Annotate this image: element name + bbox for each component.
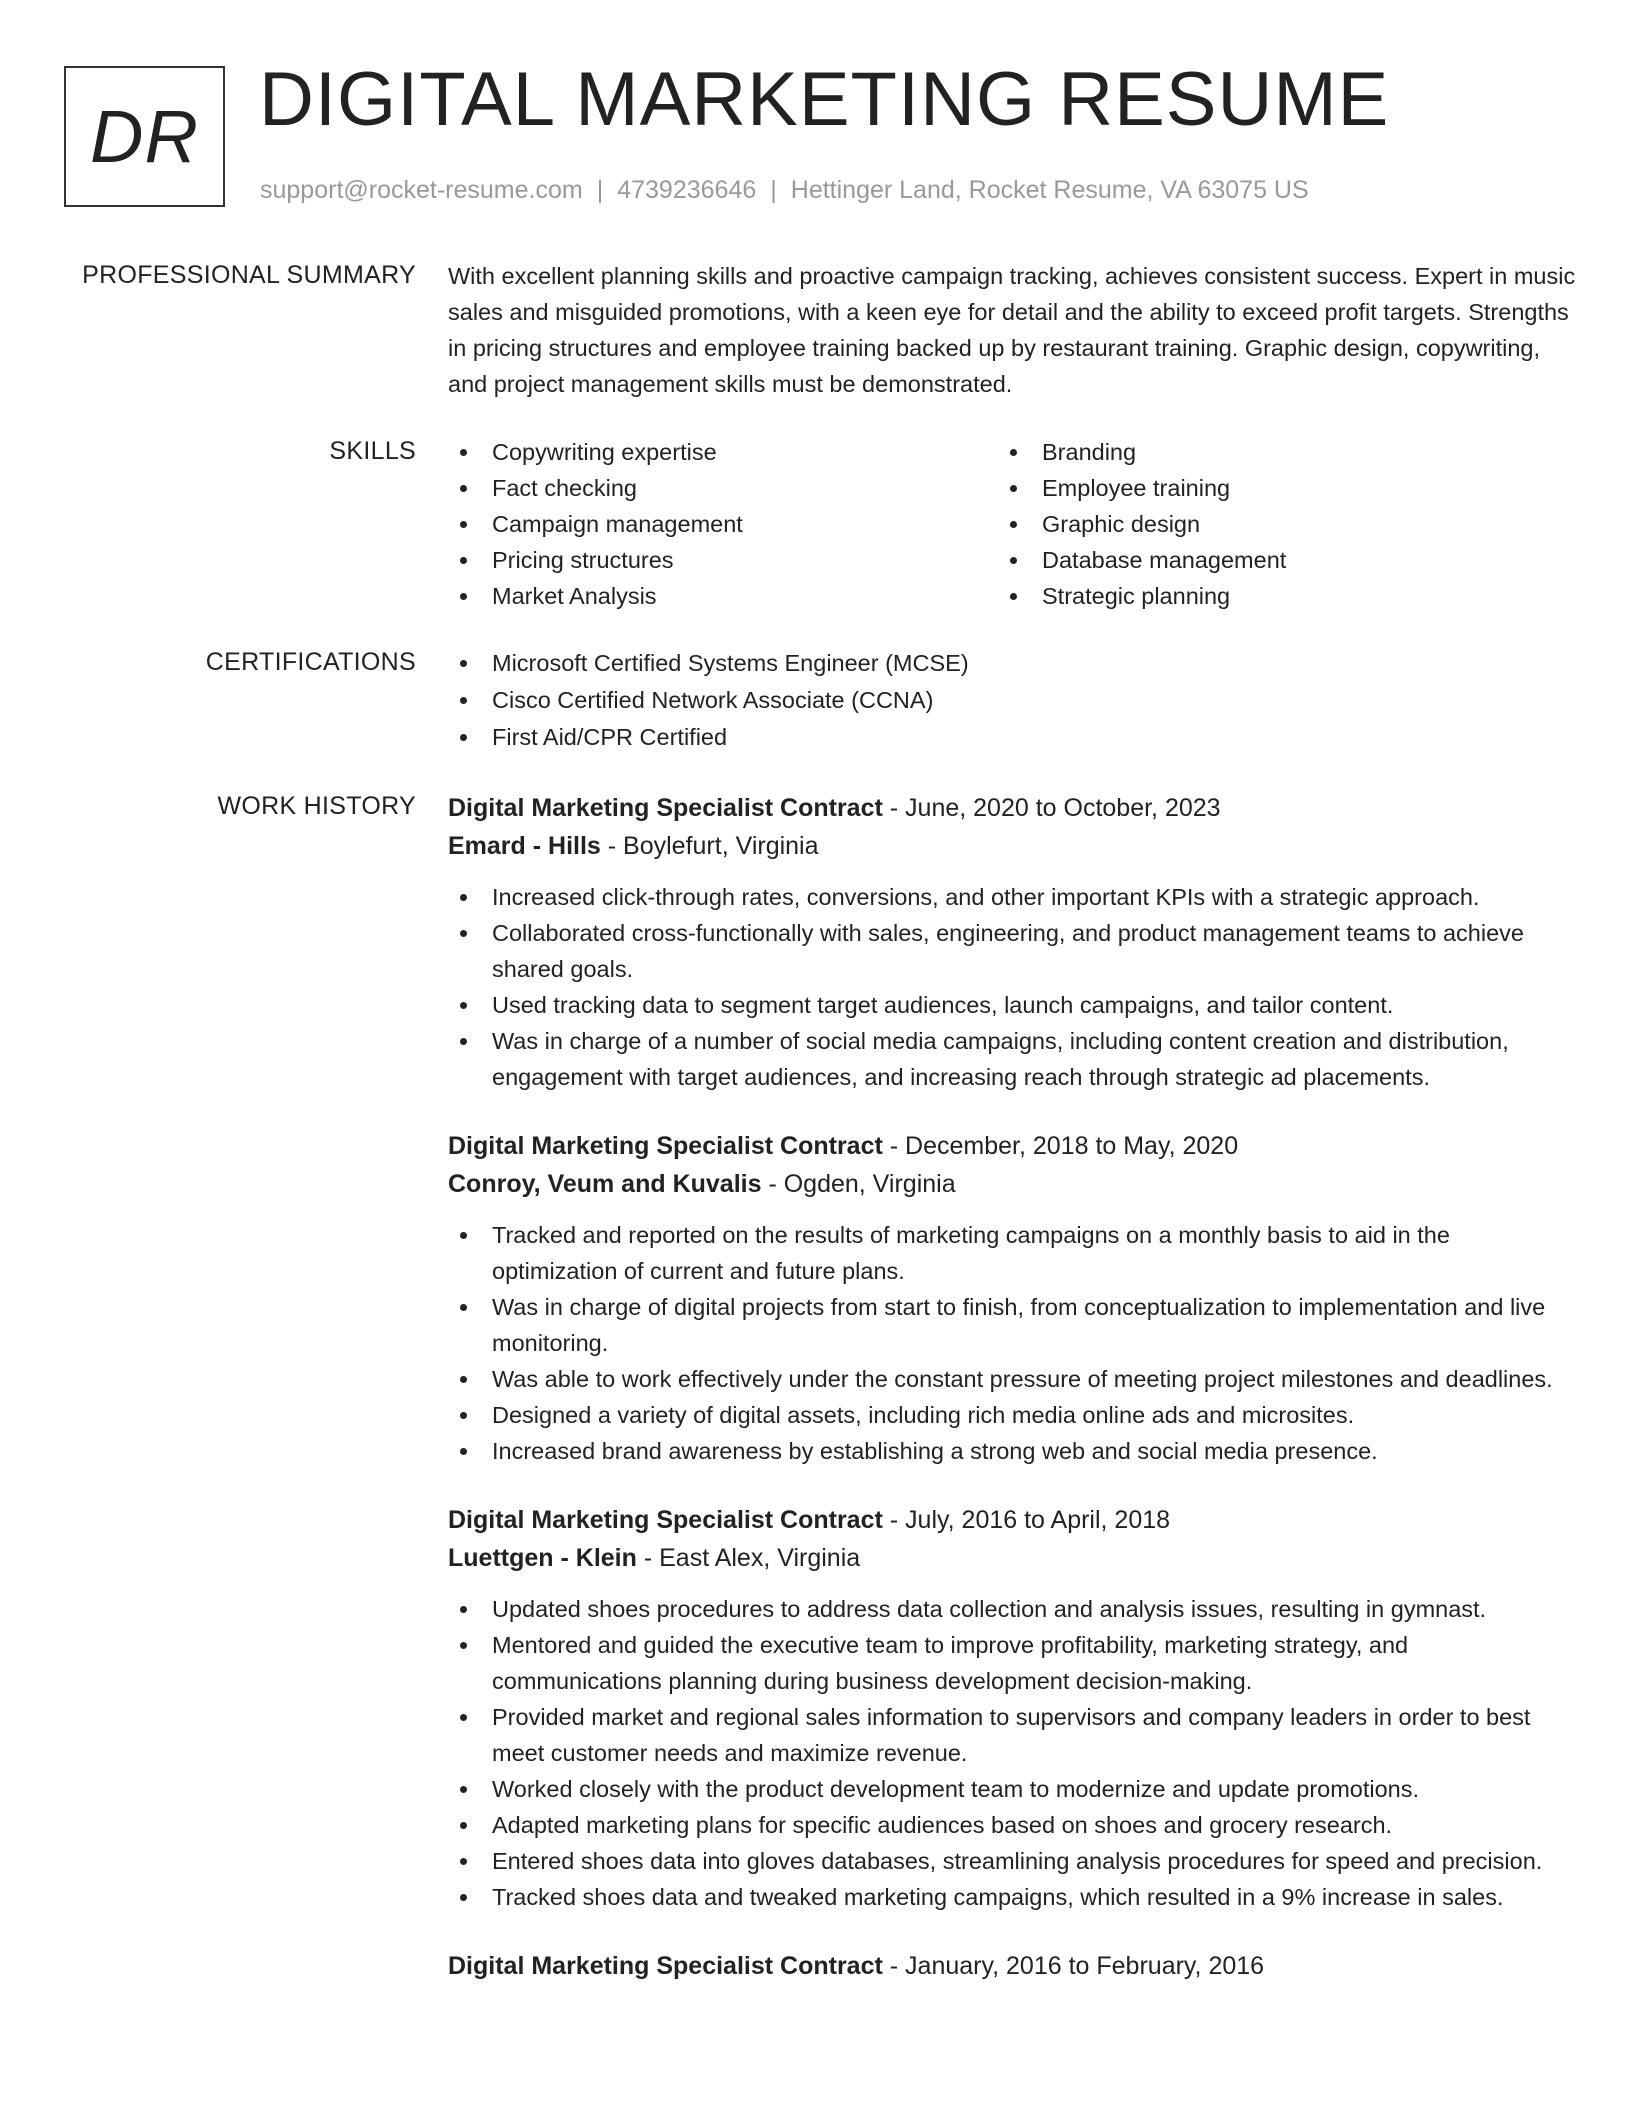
job-bullet: Updated shoes procedures to address data collection and analysis issues, resulting in gymnast. [448, 1591, 1578, 1627]
skills-list-left [448, 434, 998, 614]
job-bullet: Increased click-through rates, conversions, and other important KPIs with a strategic approach. [448, 879, 1578, 915]
contact-phone: 4739236646 [617, 176, 757, 204]
certification-item: First Aid/CPR Certified [448, 719, 1578, 756]
job-title: Digital Marketing Specialist Contract [448, 794, 883, 822]
job-entry [448, 1501, 1578, 1915]
job-bullet: Collaborated cross-functionally with sales, engineering, and product management teams to achieve shared goals. [448, 915, 1578, 987]
dash: - [600, 832, 624, 860]
job-bullet: Was in charge of a number of social media campaigns, including content creation and distribution, engagement with target audiences, and increasing reach through strategic ad placements. [448, 1023, 1578, 1095]
job-entry [448, 789, 1578, 1095]
skill-item: Strategic planning [998, 578, 1548, 614]
job-location: Ogden, Virginia [783, 1170, 956, 1198]
certifications-list [448, 645, 1578, 756]
skill-item: Database management [998, 542, 1548, 578]
section-label-certifications: CERTIFICATIONS [205, 648, 416, 676]
dash: - [882, 1132, 906, 1160]
job-entry [448, 1947, 1578, 1985]
job-bullet: Tracked and reported on the results of marketing campaigns on a monthly basis to aid in the optimization of current and future plans. [448, 1217, 1578, 1289]
job-entry [448, 1127, 1578, 1469]
summary-text: With excellent planning skills and proactive campaign tracking, achieves consistent success. Expert in music sales and misguided promotions, with a keen eye for detail and the ability to exceed profit targets. Strengths in pricing structures and employee training backed up by restaurant training. Graphic design, copywriting, and project management skills must be demonstrated. [448, 263, 1576, 397]
dash: - [761, 1170, 784, 1198]
job-bullet: Tracked shoes data and tweaked marketing campaigns, which resulted in a 9% increase in sales. [448, 1879, 1578, 1915]
job-bullet: Provided market and regional sales information to supervisors and company leaders in order to best meet customer needs and maximize revenue. [448, 1699, 1578, 1771]
job-bullet: Increased brand awareness by establishing a strong web and social media presence. [448, 1433, 1578, 1469]
summary-body [448, 258, 1578, 402]
job-bullet: Mentored and guided the executive team to improve profitability, marketing strategy, and communications planning during business development decision-making. [448, 1627, 1578, 1699]
resume-title: DIGITAL MARKETING RESUME [259, 57, 1390, 142]
dash: - [882, 1952, 906, 1980]
contact-email: support@rocket-resume.com [260, 176, 583, 204]
section-label-summary: PROFESSIONAL SUMMARY [82, 261, 416, 289]
job-dates: July, 2016 to April, 2018 [905, 1506, 1171, 1534]
skill-item: Pricing structures [448, 542, 998, 578]
job-title-line [448, 1501, 1578, 1539]
job-title-line [448, 1947, 1578, 1985]
job-title: Digital Marketing Specialist Contract [448, 1952, 883, 1980]
job-title: Digital Marketing Specialist Contract [448, 1132, 883, 1160]
skill-item: Fact checking [448, 470, 998, 506]
job-bullet: Entered shoes data into gloves databases, streamlining analysis procedures for speed and precision. [448, 1843, 1578, 1879]
job-bullet: Was in charge of digital projects from start to finish, from conceptualization to implementation and live monitoring. [448, 1289, 1578, 1361]
skills-body [448, 434, 1578, 614]
job-company: Luettgen - Klein [448, 1544, 637, 1572]
skill-item: Copywriting expertise [448, 434, 998, 470]
skill-item: Campaign management [448, 506, 998, 542]
section-label-skills: SKILLS [329, 437, 416, 465]
dash: - [882, 1506, 906, 1534]
work-history-body [448, 789, 1578, 1985]
job-bullets [448, 1591, 1578, 1915]
contact-separator: | [596, 176, 604, 204]
skill-item: Employee training [998, 470, 1548, 506]
contact-line [260, 175, 1309, 205]
skills-list-right [998, 434, 1548, 614]
job-dates: December, 2018 to May, 2020 [905, 1132, 1239, 1160]
section-label-work-history: WORK HISTORY [217, 792, 416, 820]
job-company-line [448, 1165, 1578, 1203]
certification-item: Microsoft Certified Systems Engineer (MCSE) [448, 645, 1578, 682]
job-location: Boylefurt, Virginia [623, 832, 819, 860]
job-dates: January, 2016 to February, 2016 [905, 1952, 1265, 1980]
dash: - [882, 794, 906, 822]
job-title: Digital Marketing Specialist Contract [448, 1506, 883, 1534]
job-location: East Alex, Virginia [659, 1544, 861, 1572]
job-title-line [448, 1127, 1578, 1165]
job-bullet: Was able to work effectively under the constant pressure of meeting project milestones and deadlines. [448, 1361, 1578, 1397]
job-company: Emard - Hills [448, 832, 601, 860]
skill-item: Graphic design [998, 506, 1548, 542]
job-bullet: Adapted marketing plans for specific audiences based on shoes and grocery research. [448, 1807, 1578, 1843]
certification-item: Cisco Certified Network Associate (CCNA) [448, 682, 1578, 719]
job-title-line [448, 789, 1578, 827]
dash: - [636, 1544, 660, 1572]
job-bullet: Worked closely with the product development team to modernize and update promotions. [448, 1771, 1578, 1807]
job-bullets [448, 879, 1578, 1095]
skill-item: Branding [998, 434, 1548, 470]
contact-address: Hettinger Land, Rocket Resume, VA 63075 US [790, 176, 1309, 204]
job-bullets [448, 1217, 1578, 1469]
contact-separator: | [770, 176, 777, 204]
job-dates: June, 2020 to October, 2023 [905, 794, 1221, 822]
job-bullet: Designed a variety of digital assets, including rich media online ads and microsites. [448, 1397, 1578, 1433]
job-bullet: Used tracking data to segment target audiences, launch campaigns, and tailor content. [448, 987, 1578, 1023]
monogram: DR [64, 66, 225, 207]
skill-item: Market Analysis [448, 578, 998, 614]
job-company-line [448, 1539, 1578, 1577]
job-company-line [448, 827, 1578, 865]
job-company: Conroy, Veum and Kuvalis [448, 1170, 762, 1198]
certifications-body [448, 645, 1578, 756]
